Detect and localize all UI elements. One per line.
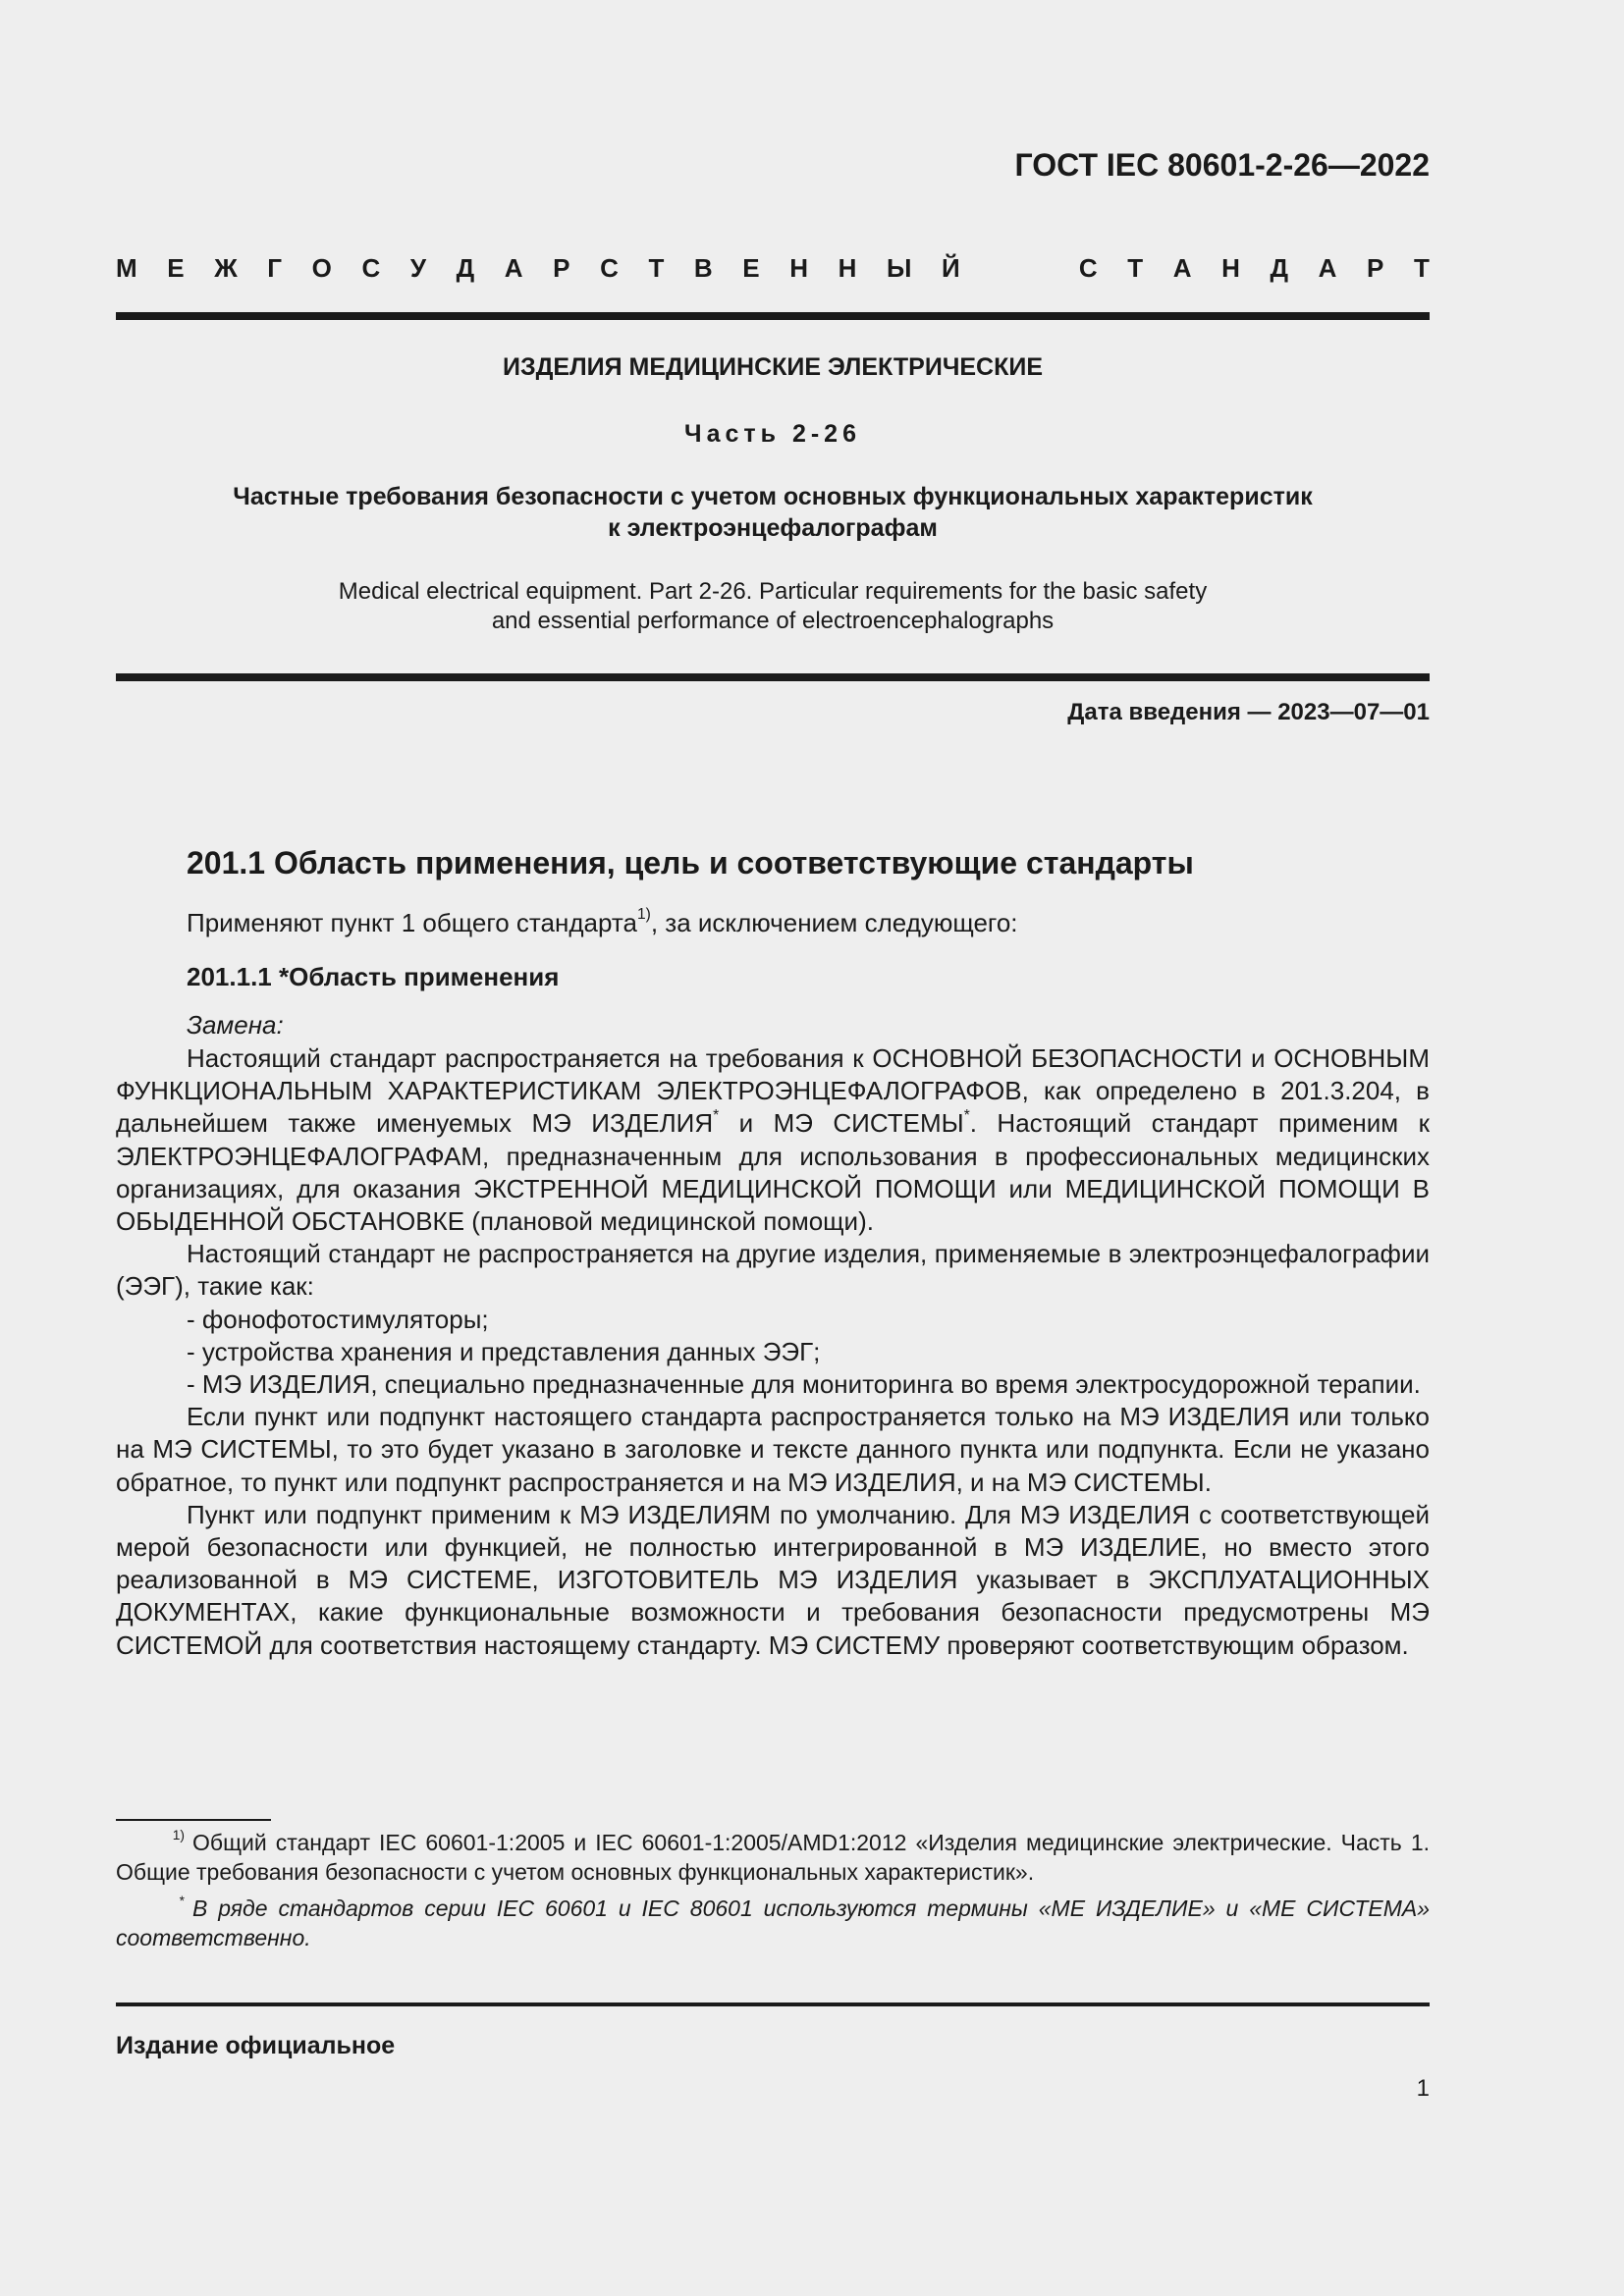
document-title: ИЗДЕЛИЯ МЕДИЦИНСКИЕ ЭЛЕКТРИЧЕСКИЕ xyxy=(502,353,1044,381)
kind-word-gap xyxy=(990,253,1049,284)
kind-letter: Н xyxy=(789,253,809,283)
kind-letter: Г xyxy=(267,253,283,283)
kind-letter: Й xyxy=(942,253,960,283)
subtitle-line-1: Частные требования безопасности с учетом основных функциональных характеристик xyxy=(233,483,1313,510)
kind-letter: А xyxy=(504,253,523,283)
asterisk-ref-1: * xyxy=(713,1106,720,1124)
intro-text-tail: , за исключением следующего: xyxy=(650,908,1018,937)
list-item: - МЭ ИЗДЕЛИЯ, специально предназначенные для мониторинга во время электросудорожной терапии. xyxy=(187,1369,1421,1400)
english-title-line-1: Medical electrical equipment. Part 2-26. Particular requirements for the basic safety xyxy=(338,578,1208,605)
list-item: - фонофотостимуляторы; xyxy=(187,1304,489,1334)
kind-letter: С xyxy=(1078,253,1098,283)
kind-letter: В xyxy=(693,253,713,283)
footnote-1 xyxy=(116,1828,1430,1887)
section-intro xyxy=(187,908,1018,938)
top-divider xyxy=(116,312,1430,320)
footnote-2-mark-wrap xyxy=(116,1894,192,1923)
title-divider xyxy=(116,673,1430,681)
kind-letter: Ж xyxy=(214,253,238,283)
standard-code: ГОСТ IEC 80601-2-26—2022 xyxy=(1014,147,1430,183)
kind-letter: Р xyxy=(553,253,570,283)
kind-letter: Д xyxy=(456,253,475,283)
footnote-2-mark: * xyxy=(179,1893,185,1908)
page-number: 1 xyxy=(1416,2075,1430,2102)
document-part: Часть 2-26 xyxy=(684,420,861,448)
kind-letter: А xyxy=(1318,253,1337,283)
p1-part-b: и МЭ СИСТЕМЫ xyxy=(719,1108,964,1139)
kind-letter: Д xyxy=(1270,253,1289,283)
paragraph-scope xyxy=(116,1042,1430,1238)
kind-letter: Р xyxy=(1367,253,1384,283)
footnote-1-mark: 1) xyxy=(172,1827,185,1842)
footnote-1-mark-wrap xyxy=(116,1828,192,1857)
paragraph-default: Пункт или подпункт применим к МЭ ИЗДЕЛИЯМ по умолчанию. Для МЭ ИЗДЕЛИЯ с соответствующей мерой безопасности или функцией, не полностью интегрированной в МЭ ИЗДЕЛИЕ, но вместо этого реализованной в МЭ СИСТЕМЕ, ИЗГОТОВИТЕЛЬ МЭ ИЗДЕЛИЯ указывает в ЭКСПЛУАТАЦИОННЫХ ДОКУМЕНТАХ, какие функциональные возможности и требования безопасности предусмотрены МЭ СИСТЕМОЙ для соответствия настоящему стандарту. МЭ СИСТЕМУ проверяют соответствующим образом. xyxy=(116,1499,1430,1660)
standard-kind xyxy=(116,253,1430,284)
edition-label: Издание официальное xyxy=(116,2032,396,2059)
subsection-heading: 201.1.1 *Область применения xyxy=(187,962,560,991)
kind-letter: Е xyxy=(742,253,760,283)
footnote-divider xyxy=(116,1819,271,1821)
kind-letter: А xyxy=(1172,253,1192,283)
footnote-ref-1: 1) xyxy=(636,906,651,924)
kind-letter: У xyxy=(409,253,427,283)
p1-part-c: . Настоящий стандарт применим к ЭЛЕКТРОЭНЦЕФАЛОГРАФАМ, предназначенным для использования в профессиональных медицинских организациях, для оказания ЭКСТРЕННОЙ МЕДИЦИНСКОЙ ПОМОЩИ или МЕДИЦИНСКОЙ ПОМОЩИ В ОБЫДЕННОЙ ОБСТАНОВКЕ (плановой медицинской помощи). xyxy=(116,1108,1430,1237)
list-item: - устройства хранения и представления данных ЭЭГ; xyxy=(187,1336,821,1366)
replacement-label: Замена: xyxy=(187,1010,284,1040)
kind-letter: О xyxy=(311,253,332,283)
kind-letter: Ы xyxy=(886,253,912,283)
footnote-2-text: В ряде стандартов серии IEC 60601 и IEC 80601 используются термины «МЕ ИЗДЕЛИЕ» и «МЕ СИСТЕМА» соответственно. xyxy=(116,1896,1430,1950)
kind-letter: Е xyxy=(167,253,185,283)
document-subtitle xyxy=(116,481,1430,544)
section-heading: 201.1 Область применения, цель и соответствующие стандарты xyxy=(187,845,1194,881)
footnote-asterisk xyxy=(116,1894,1430,1952)
footnote-1-text: Общий стандарт IEC 60601-1:2005 и IEC 60601-1:2005/AMD1:2012 «Изделия медицинские электрические. Часть 1. Общие требования безопасности с учетом основных функциональных характеристик». xyxy=(116,1830,1430,1885)
subtitle-line-2: к электроэнцефалографам xyxy=(608,514,938,542)
kind-letter: М xyxy=(116,253,137,283)
section-body xyxy=(116,1042,1430,1662)
p1-part-a: Настоящий стандарт распространяется на требования к ОСНОВНОЙ БЕЗОПАСНОСТИ и ОСНОВНЫМ ФУНКЦИОНАЛЬНЫМ ХАРАКТЕРИСТИКАМ ЭЛЕКТРОЭНЦЕФАЛОГРАФОВ, как определено в 201.3.204, в дальнейшем также именуемых МЭ ИЗДЕЛИЯ xyxy=(116,1043,1430,1139)
kind-letter: Н xyxy=(1221,253,1240,283)
kind-letter: Н xyxy=(838,253,857,283)
kind-letter: С xyxy=(600,253,619,283)
intro-text: Применяют пункт 1 общего стандарта xyxy=(187,908,637,937)
kind-letter: Т xyxy=(1127,253,1144,283)
kind-letter: С xyxy=(361,253,381,283)
english-title xyxy=(116,577,1430,636)
effective-date: Дата введения — 2023—07—01 xyxy=(1067,699,1430,725)
footer-divider xyxy=(116,2002,1430,2006)
kind-letter: Т xyxy=(1413,253,1430,283)
paragraph-exclusions: Настоящий стандарт не распространяется на другие изделия, применяемые в электроэнцефалографии (ЭЭГ), такие как: xyxy=(116,1239,1430,1302)
kind-letter: Т xyxy=(648,253,665,283)
asterisk-ref-2: * xyxy=(963,1106,970,1124)
paragraph-applicability: Если пункт или подпункт настоящего стандарта распространяется только на МЭ ИЗДЕЛИЯ или только на МЭ СИСТЕМЫ, то это будет указано в заголовке и тексте данного пункта или подпункта. Если не указано обратное, то пункт или подпункт распространяется и на МЭ ИЗДЕЛИЯ, и на МЭ СИСТЕМЫ. xyxy=(116,1402,1430,1497)
english-title-line-2: and essential performance of electroencephalographs xyxy=(491,608,1055,634)
